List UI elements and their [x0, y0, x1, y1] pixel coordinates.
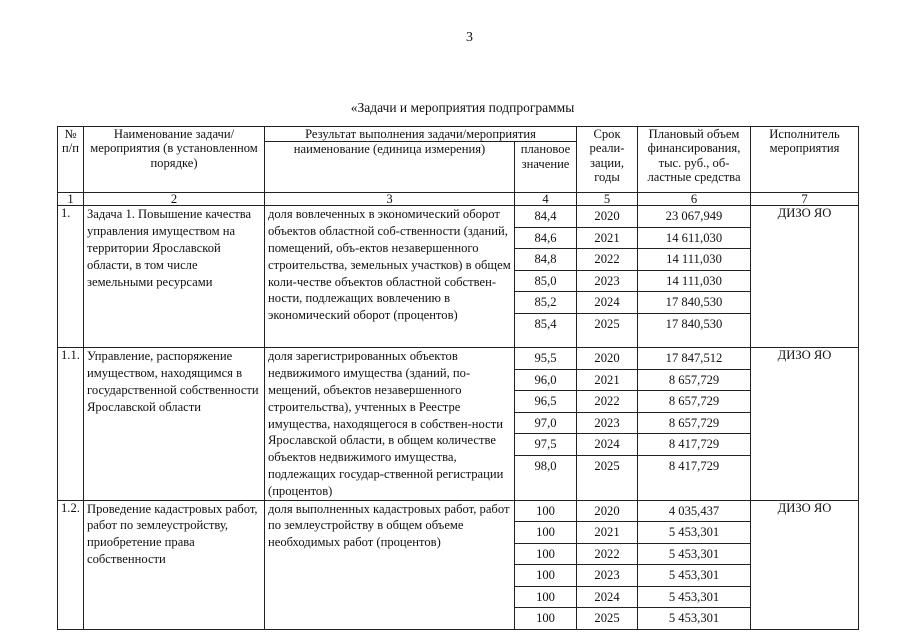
col-number: 7 [751, 193, 859, 206]
planned-value: 97,5 [515, 434, 576, 456]
planned-value: 96,5 [515, 391, 576, 413]
col-number: 3 [265, 193, 515, 206]
finance-values [638, 500, 751, 629]
planned-value: 95,5 [515, 348, 576, 369]
finance-value: 5 453,301 [638, 543, 750, 565]
header-executor: Исполнитель мероприятия [751, 127, 859, 193]
col-number: 6 [638, 193, 751, 206]
finance-value: 8 417,729 [668, 458, 720, 473]
col-number: 1 [58, 193, 84, 206]
planned-value: 100 [536, 611, 555, 626]
header-term: Срок реали-зации, годы [577, 127, 638, 193]
year-value: 2020 [577, 206, 637, 227]
task-name: Проведение кадастровых работ, работ по землеустройству, приобретение права собственности [84, 500, 265, 629]
result-description: доля вовлеченных в экономический оборот объектов областной соб-ственности (зданий, помещений, объ-ектов незавершенного строительства, земельных участков) в общем коли-честве объектов областной собствен-ности, подлежащих вовлечению в экономический оборот (процентов) [265, 206, 515, 348]
finance-value: 5 453,301 [668, 611, 720, 626]
finance-value: 14 611,030 [638, 227, 750, 249]
finance-value: 4 035,437 [638, 501, 750, 522]
planned-value: 97,0 [515, 412, 576, 434]
year-value: 2020 [577, 348, 637, 369]
row-number: 1.2. [58, 500, 84, 629]
finance-value: 8 657,729 [638, 412, 750, 434]
finance-value: 23 067,949 [638, 206, 750, 227]
year-value: 2023 [577, 270, 637, 292]
year-value: 2023 [577, 412, 637, 434]
finance-value: 5 453,301 [638, 522, 750, 544]
header-num: № п/п [58, 127, 84, 193]
year-value: 2023 [577, 565, 637, 587]
year-value: 2022 [577, 543, 637, 565]
planned-value: 100 [515, 565, 576, 587]
year-value: 2022 [577, 391, 637, 413]
col-number: 4 [515, 193, 577, 206]
planned-value: 100 [515, 501, 576, 522]
tasks-table [57, 126, 859, 630]
planned-value: 96,0 [515, 369, 576, 391]
year-value: 2020 [577, 501, 637, 522]
table-row [58, 206, 859, 348]
year-value: 2025 [594, 458, 620, 473]
planned-value: 85,2 [515, 292, 576, 314]
planned-value: 98,0 [534, 458, 557, 473]
year-value: 2022 [577, 249, 637, 271]
finance-value: 8 417,729 [638, 434, 750, 456]
finance-value: 14 111,030 [638, 270, 750, 292]
table-row [58, 348, 859, 500]
year-value: 2024 [577, 586, 637, 608]
year-value: 2024 [577, 434, 637, 456]
finance-value: 17 840,530 [665, 316, 723, 331]
year-value: 2024 [577, 292, 637, 314]
planned-value: 100 [515, 586, 576, 608]
task-name: Задача 1. Повышение качества управления имуществом на территории Ярославской области, в том числе земельными ресурсами [84, 206, 265, 348]
planned-value: 100 [515, 543, 576, 565]
result-description: доля выполненных кадастровых работ, работ по землеустройству в общем объеме необходимых работ (процентов) [265, 500, 515, 629]
term-years [577, 500, 638, 629]
planned-values [515, 500, 577, 629]
executor: ДИЗО ЯО [751, 500, 859, 629]
finance-values [638, 206, 751, 348]
table-caption: «Задачи и мероприятия подпрограммы [350, 100, 575, 115]
finance-value: 5 453,301 [638, 586, 750, 608]
header-result-name: наименование (единица измерения) [265, 142, 515, 193]
task-name: Управление, распоряжение имуществом, находящимся в государственной собственности Ярославской области [84, 348, 265, 500]
finance-value: 14 111,030 [638, 249, 750, 271]
year-value: 2021 [577, 227, 637, 249]
planned-value: 84,4 [515, 206, 576, 227]
row-number: 1. [58, 206, 84, 348]
table-row [58, 500, 859, 629]
planned-value: 85,0 [515, 270, 576, 292]
term-years [577, 348, 638, 500]
year-value: 2021 [577, 522, 637, 544]
finance-value: 8 657,729 [638, 391, 750, 413]
page-number: 3 [466, 30, 473, 45]
planned-value: 84,8 [515, 249, 576, 271]
finance-value: 17 847,512 [638, 348, 750, 369]
header-finance: Плановый объем финансирования, тыс. руб., об-ластные средства [638, 127, 751, 193]
header-name: Наименование задачи/мероприятия (в установленном порядке) [84, 127, 265, 193]
executor: ДИЗО ЯО [751, 348, 859, 500]
finance-value: 8 657,729 [638, 369, 750, 391]
row-number: 1.1. [58, 348, 84, 500]
term-years [577, 206, 638, 348]
column-numbers-row [58, 193, 859, 206]
header-planned: плановое значение [515, 142, 577, 193]
planned-values [515, 206, 577, 348]
header-result: Результат выполнения задачи/мероприятия [265, 127, 577, 142]
result-description: доля зарегистрированных объектов недвижимого имущества (зданий, по-мещений, объектов незавершенного строительства), учтенных в Реестре имущества, находящегося в собствен-ности Ярославской области, в общем количестве объектов недвижимого имущества, подлежащих государ-ственной регистрации (процентов) [265, 348, 515, 500]
finance-values [638, 348, 751, 500]
executor: ДИЗО ЯО [751, 206, 859, 348]
finance-value: 17 840,530 [638, 292, 750, 314]
planned-value: 100 [515, 522, 576, 544]
finance-value: 5 453,301 [638, 565, 750, 587]
col-number: 2 [84, 193, 265, 206]
col-number: 5 [577, 193, 638, 206]
year-value: 2025 [594, 316, 620, 331]
year-value: 2025 [594, 611, 620, 626]
planned-value: 84,6 [515, 227, 576, 249]
year-value: 2021 [577, 369, 637, 391]
planned-value: 85,4 [534, 316, 557, 331]
planned-values [515, 348, 577, 500]
